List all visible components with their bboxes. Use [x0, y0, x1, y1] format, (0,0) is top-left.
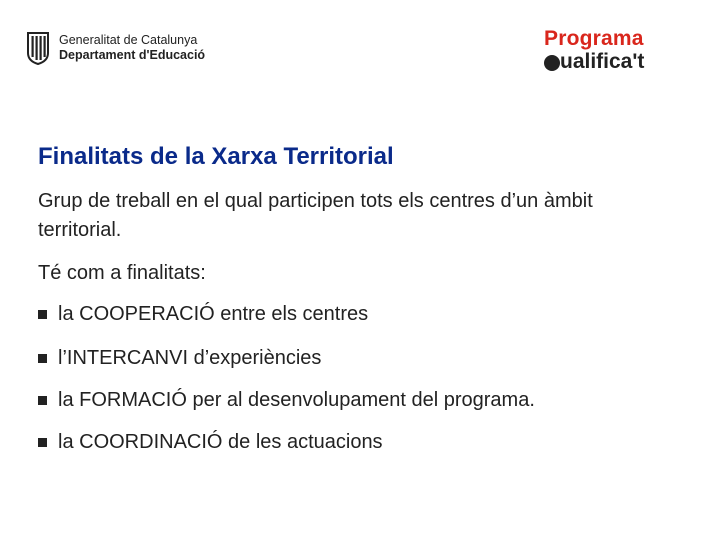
bullet-text: la FORMACIÓ per al desenvolupament del programa.	[58, 389, 535, 411]
gencat-name: Generalitat de Catalunya	[59, 33, 198, 47]
bullet-text: la COORDINACIÓ de les actuacions	[58, 431, 383, 453]
gencat-emblem-icon	[25, 31, 51, 65]
slide-title: Finalitats de la Xarxa Territorial	[38, 143, 394, 170]
bullet-text: la COOPERACIÓ entre els centres	[58, 303, 369, 325]
bullet-item	[38, 389, 535, 412]
aims-heading: Té com a finalitats:	[38, 262, 206, 284]
bullet-item	[38, 431, 383, 454]
bullet-square-icon	[38, 396, 47, 405]
qualificat-label: ualifica't	[560, 50, 645, 73]
bullet-square-icon	[38, 354, 47, 363]
programa-label: Programa	[544, 27, 644, 50]
programa-qualificat-logo	[544, 28, 644, 74]
intro-paragraph: Grup de treball en el qual participen tots els centres d’un àmbit territorial.	[38, 190, 593, 241]
bullet-text: l’INTERCANVI d’experiències	[58, 347, 322, 369]
bullet-item	[38, 303, 368, 326]
q-dot-icon	[544, 55, 560, 71]
department-name: Departament d'Educació	[59, 48, 206, 62]
bullet-item	[38, 347, 321, 370]
bullet-square-icon	[38, 438, 47, 447]
bullet-square-icon	[38, 310, 47, 319]
gencat-logo	[25, 31, 205, 65]
